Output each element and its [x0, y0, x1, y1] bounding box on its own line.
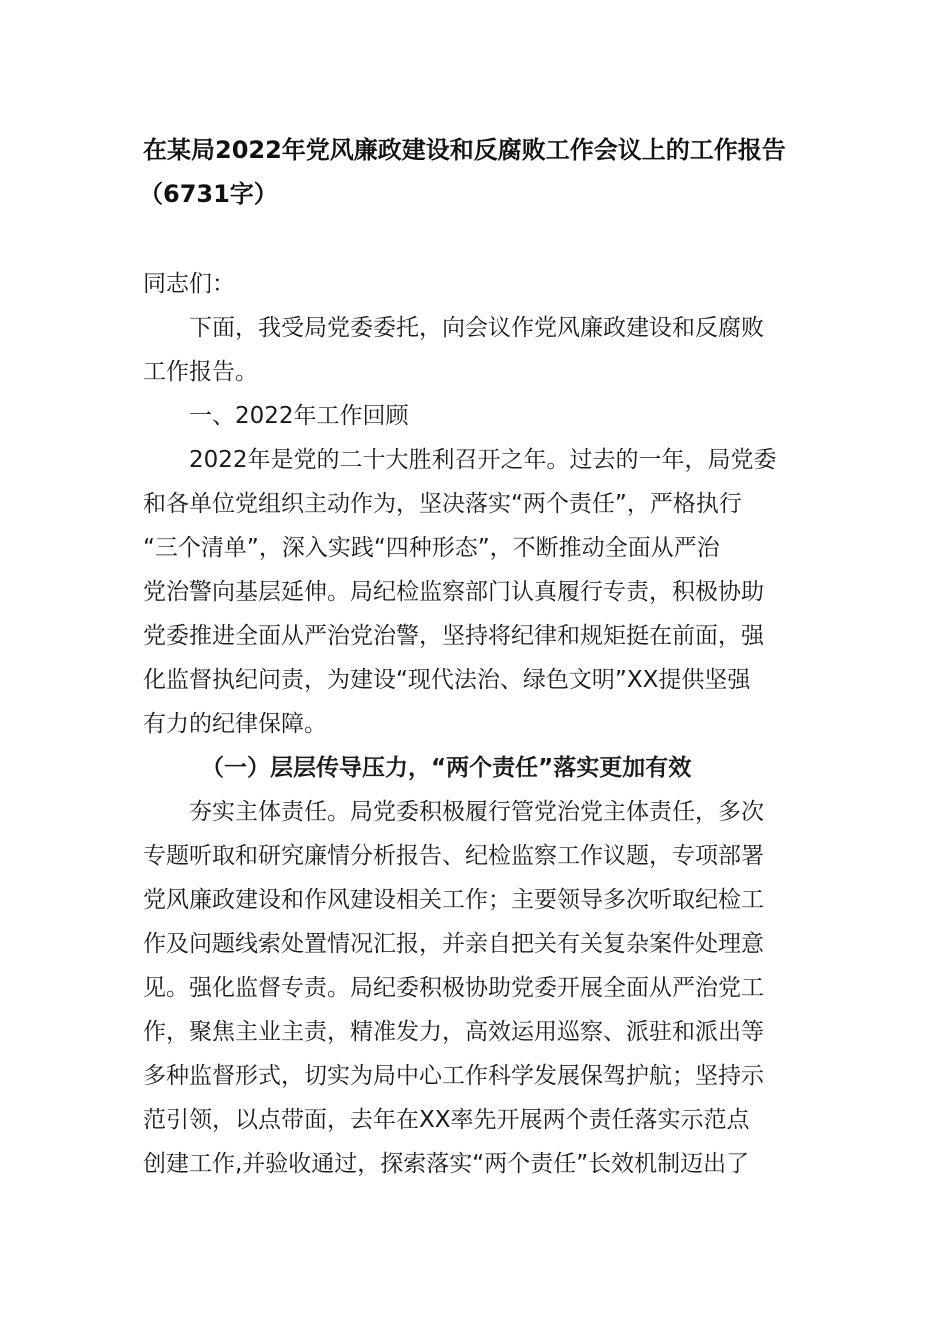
paragraph-line: 2022年是党的二十大胜利召开之年。过去的一年，局党委 — [189, 447, 777, 473]
paragraph-line: 专题听取和研究廉情分析报告、纪检监察工作议题，专项部署 — [143, 843, 764, 869]
salutation: 同志们： — [143, 271, 235, 297]
paragraph-line: 党委推进全面从严治党治警，坚持将纪律和规矩挺在前面，强 — [143, 623, 764, 649]
paragraph-line: 范引领，以点带面，去年在XX率先开展两个责任落实示范点 — [143, 1107, 750, 1133]
subsection-heading: （一）层层传导压力，“两个责任”落实更加有效 — [201, 755, 692, 781]
title-line-1: 在某局2022年党风廉政建设和反腐败工作会议上的工作报告 — [143, 136, 786, 164]
document-body — [143, 262, 811, 1186]
paragraph-line: 创建工作,并验收通过，探索落实“两个责任”长效机制迈出了 — [143, 1151, 750, 1177]
section-heading: 一、2022年工作回顾 — [189, 403, 409, 429]
paragraph-line: 下面，我受局党委委托，向会议作党风廉政建设和反腐败 — [189, 315, 764, 341]
paragraph-line: 和各单位党组织主动作为，坚决落实“两个责任”，严格执行 — [143, 491, 742, 517]
paragraph-line: 作及问题线索处置情况汇报，并亲自把关有关复杂案件处理意 — [143, 931, 764, 957]
paragraph-line: 党风廉政建设和作风建设相关工作；主要领导多次听取纪检工 — [143, 887, 764, 913]
paragraph-line: 化监督执纪问责，为建设“现代法治、绿色文明”XX提供坚强 — [143, 667, 751, 693]
paragraph-line: “三个清单”，深入实践“四种形态”，不断推动全面从严治 — [143, 535, 720, 561]
paragraph-line: 夯实主体责任。局党委积极履行管党治党主体责任，多次 — [189, 799, 764, 825]
title-line-2: （6731字） — [139, 180, 278, 208]
paragraph-line: 作，聚焦主业主责，精准发力，高效运用巡察、派驻和派出等 — [143, 1019, 764, 1045]
paragraph-line: 见。强化监督专责。局纪委积极协助党委开展全面从严治党工 — [143, 975, 764, 1001]
paragraph-line: 多种监督形式，切实为局中心工作科学发展保驾护航；坚持示 — [143, 1063, 764, 1089]
paragraph-line: 工作报告。 — [143, 359, 258, 385]
document-title — [139, 128, 811, 216]
paragraph-line: 有力的纪律保障。 — [143, 711, 327, 737]
paragraph-line: 党治警向基层延伸。局纪检监察部门认真履行专责，积极协助 — [143, 579, 764, 605]
